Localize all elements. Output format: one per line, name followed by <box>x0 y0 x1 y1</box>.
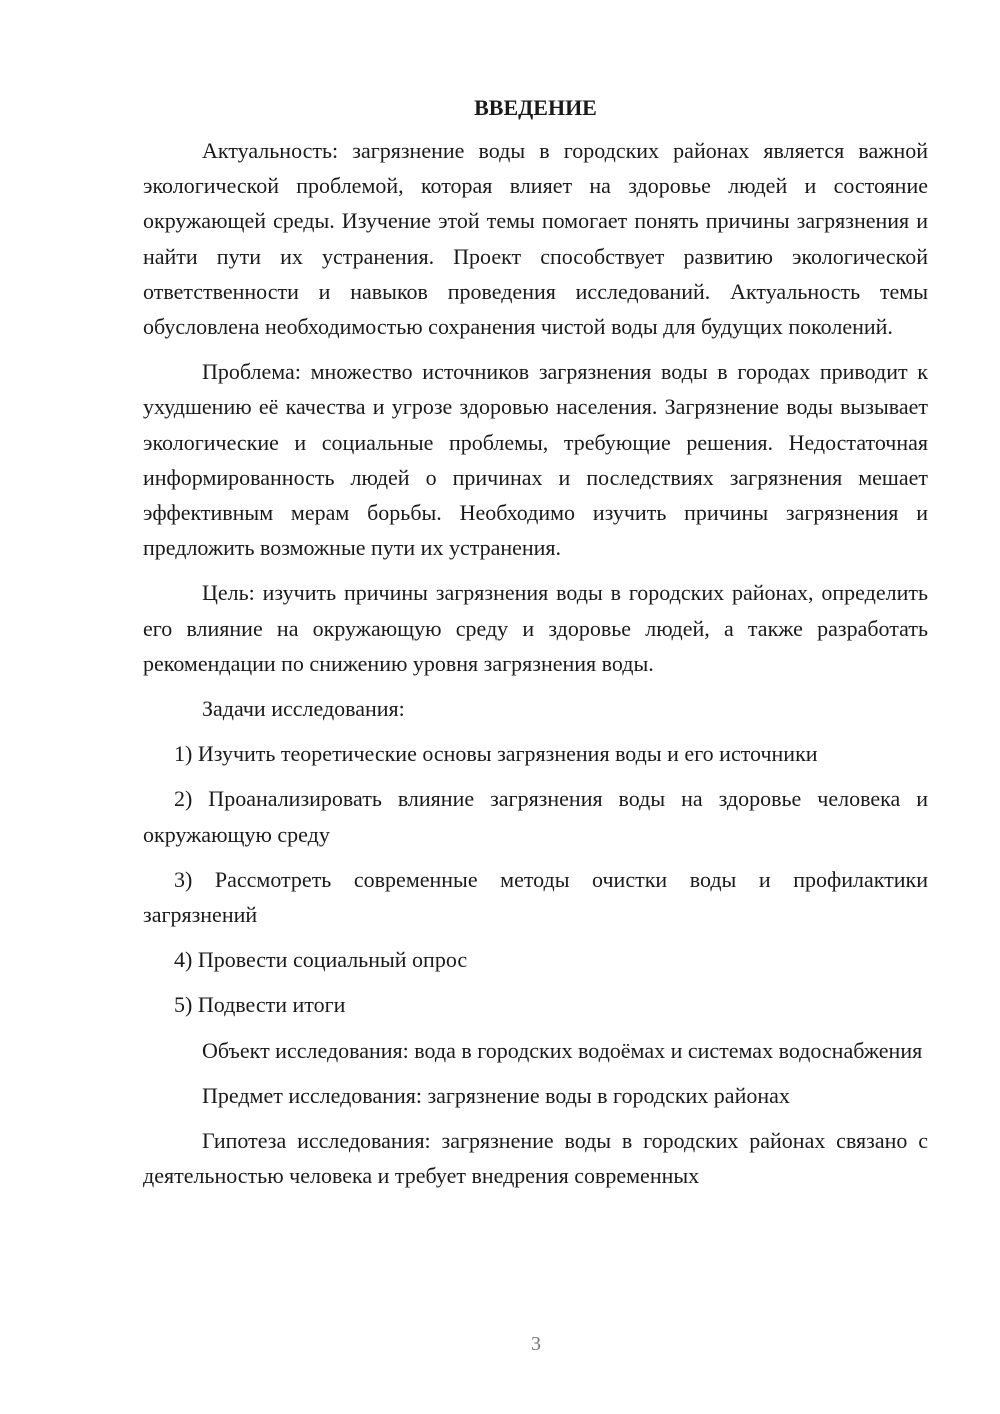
hypothesis-paragraph: Гипотеза исследования: загрязнение воды в городских районах связано с деятельностью человека и требует внедрения современных <box>143 1128 928 1189</box>
task-item-4: 4) Провести социальный опрос <box>174 947 468 973</box>
document-page <box>143 90 928 1320</box>
research-subject-paragraph: Предмет исследования: загрязнение воды в городских районах <box>202 1082 790 1108</box>
goal-paragraph: Цель: изучить причины загрязнения воды в городских районах, определить его влияние на окружающую среду и здоровье людей, а также разработать рекомендации по снижению уровня загрязнения воды. <box>143 580 928 676</box>
task-item-5: 5) Подвести итоги <box>174 992 346 1018</box>
section-title: ВВЕДЕНИЕ <box>474 95 597 120</box>
task-item-1: 1) Изучить теоретические основы загрязнения воды и его источники <box>174 741 818 767</box>
problem-paragraph: Проблема: множество источников загрязнения воды в городах приводит к ухудшению её качества и угрозе здоровью населения. Загрязнение воды вызывает экологические и социальные проблемы, требующие решения. Недостаточная информированность людей о причинах и последствиях загрязнения мешает эффективным мерам борьбы. Необходимо изучить причины загрязнения и предложить возможные пути их устранения. <box>143 359 928 561</box>
tasks-heading: Задачи исследования: <box>202 696 405 722</box>
task-item-3: 3) Рассмотреть современные методы очистки воды и профилактики загрязнений <box>143 866 928 928</box>
relevance-paragraph: Актуальность: загрязнение воды в городских районах является важной экологической проблемой, которая влияет на здоровье людей и состояние окружающей среды. Изучение этой темы помогает понять причины загрязнения и найти пути их устранения. Проект способствует развитию экологической ответственности и навыков проведения исследований. Актуальность темы обусловлена необходимостью сохранения чистой воды для будущих поколений. <box>143 138 928 340</box>
page-number: 3 <box>531 1333 541 1355</box>
task-item-2: 2) Проанализировать влияние загрязнения воды на здоровье человека и окружающую среду <box>143 786 928 847</box>
research-object-paragraph: Объект исследования: вода в городских водоёмах и системах водоснабжения <box>202 1037 923 1063</box>
